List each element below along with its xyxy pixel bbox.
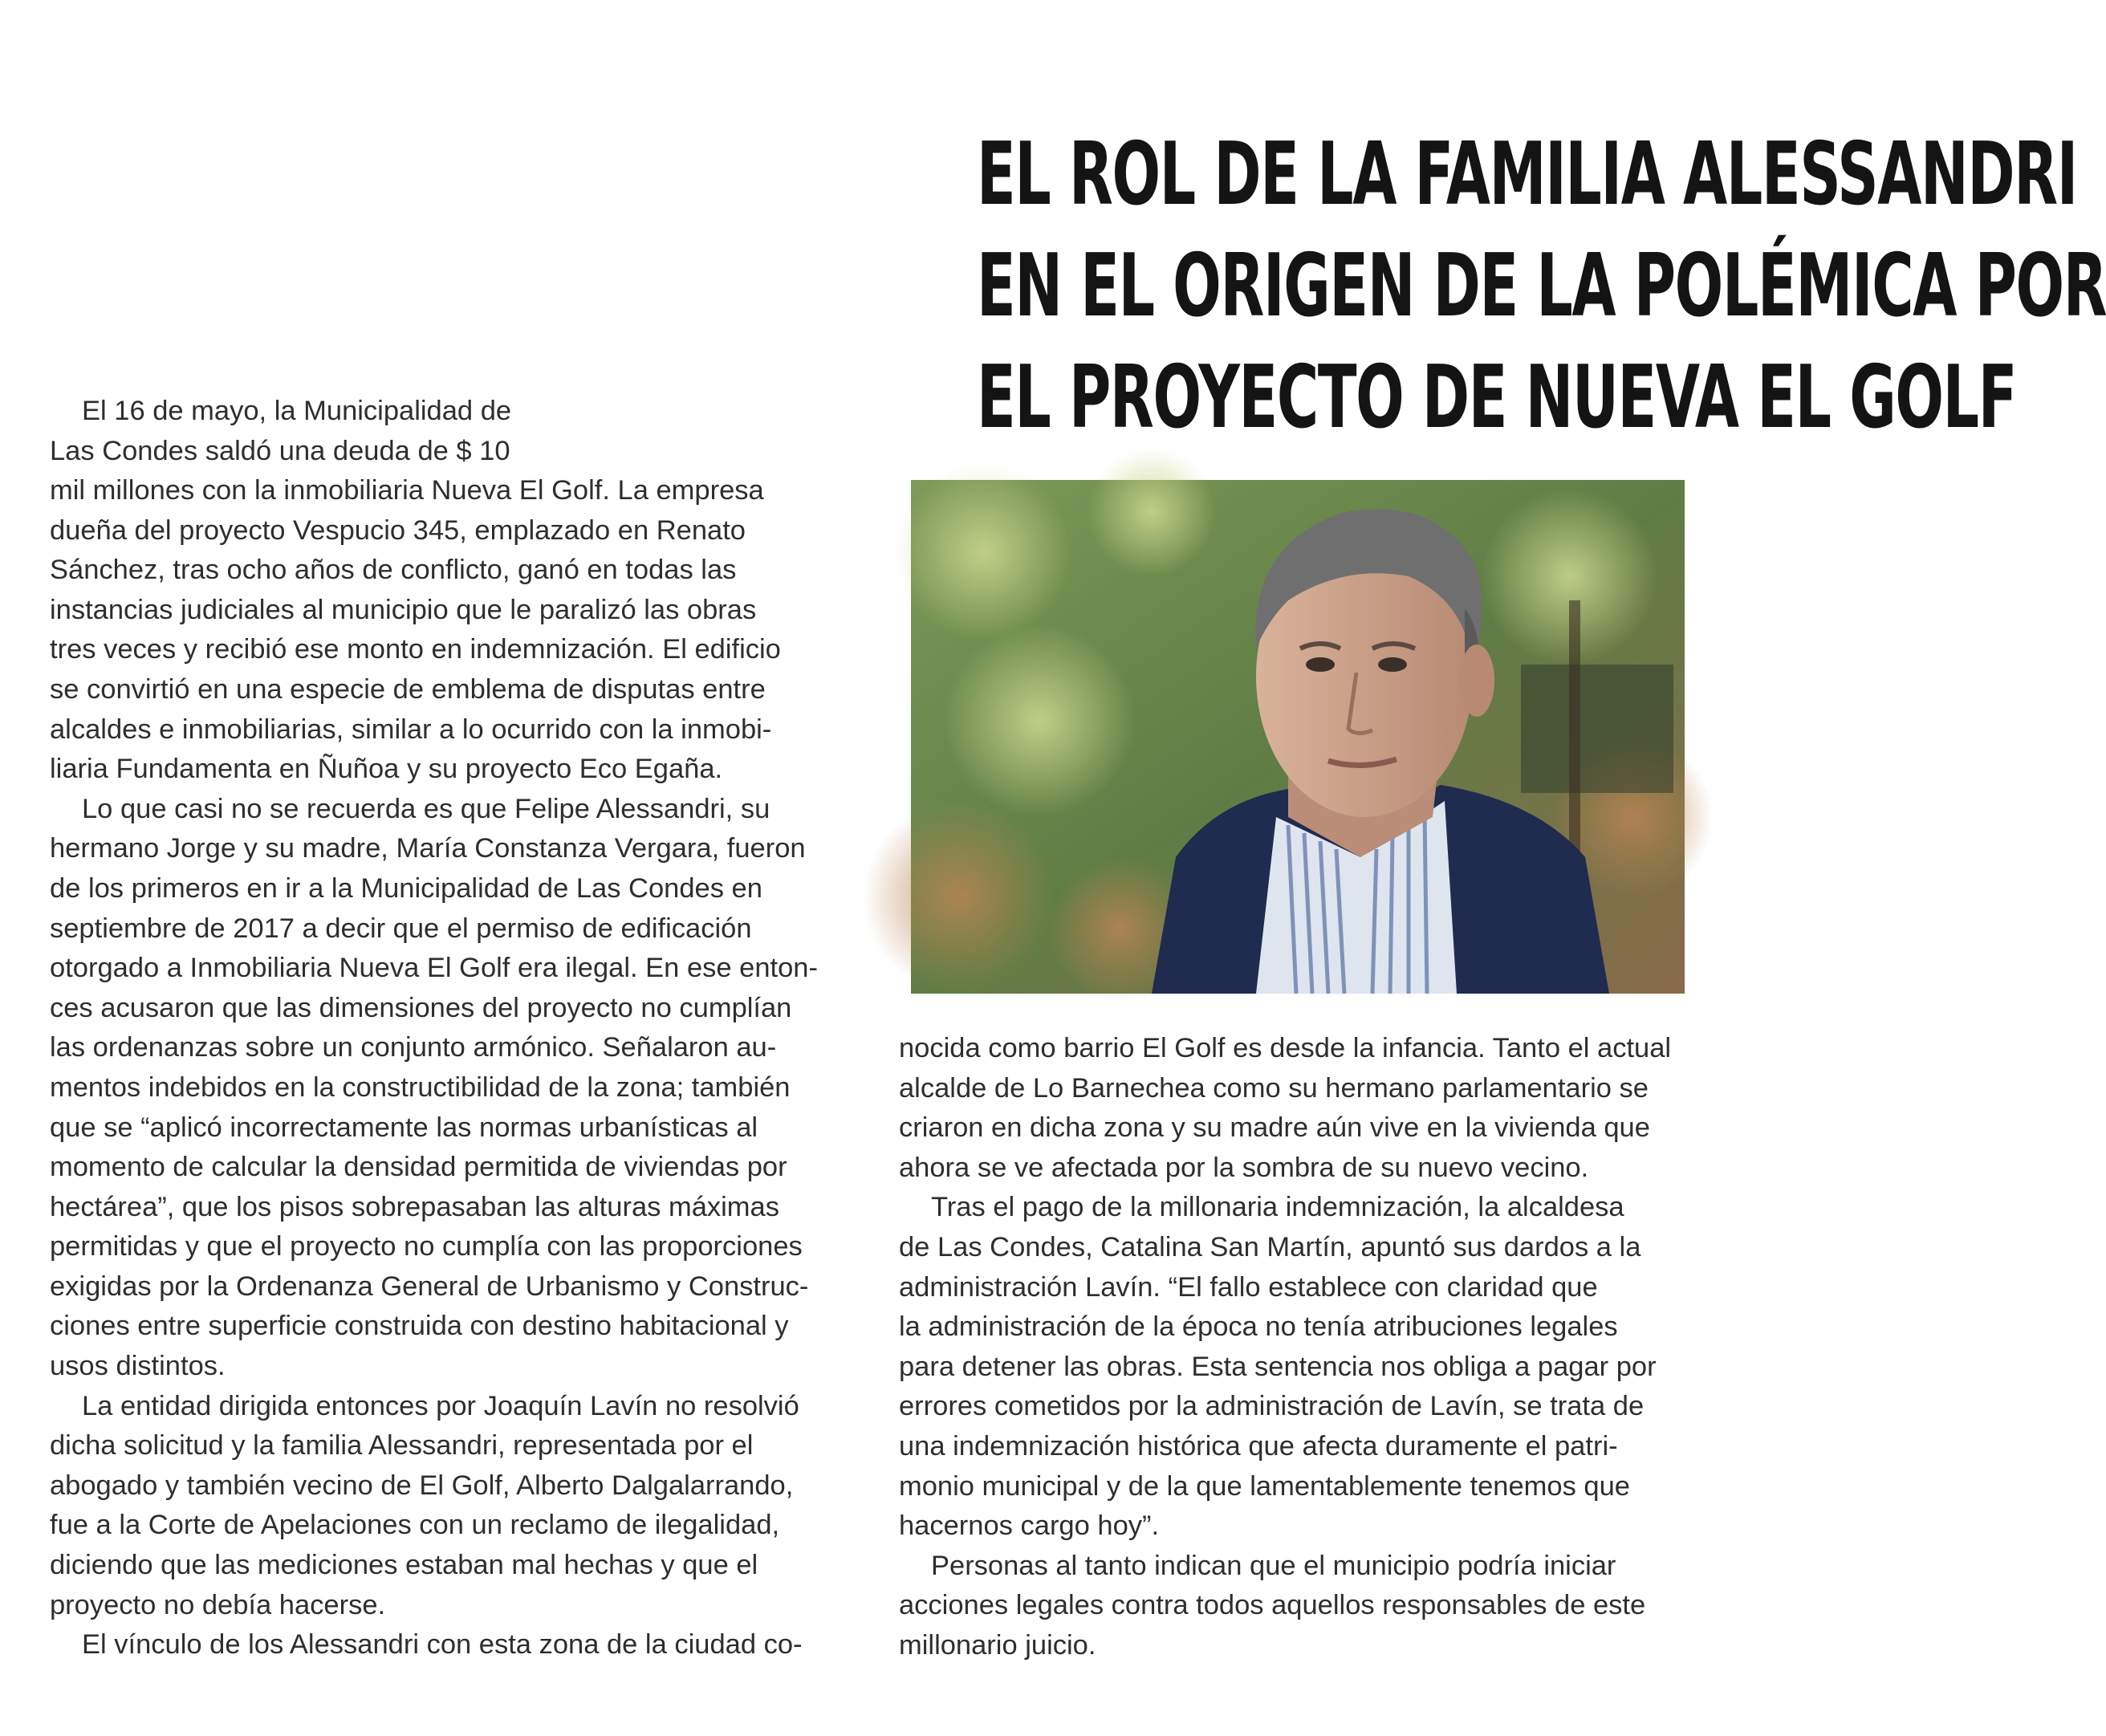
text-line: La entidad dirigida entonces por Joaquín Lavín no resolvió bbox=[82, 1390, 799, 1421]
portrait-image bbox=[911, 480, 1685, 994]
text-line: Las Condes saldó una deuda de $ 10 bbox=[50, 435, 510, 466]
text-line: abogado y también vecino de El Golf, Alberto Dalgalarrando, bbox=[50, 1470, 794, 1501]
text-line: las ordenanzas sobre un conjunto armónico. Señalaron au- bbox=[50, 1032, 777, 1063]
article-intro-lines bbox=[50, 392, 555, 471]
text-line: una indemnización histórica que afecta duramente el patri- bbox=[899, 1430, 1618, 1462]
text-line: proyecto no debía hacerse. bbox=[50, 1589, 386, 1620]
headline-line-1: EL ROL DE LA FAMILIA ALESSANDRI bbox=[977, 124, 2078, 225]
text-line: El 16 de mayo, la Municipalidad de bbox=[82, 396, 512, 426]
text-line: ces acusaron que las dimensiones del proyecto no cumplían bbox=[50, 992, 792, 1023]
text-line: nocida como barrio El Golf es desde la infancia. Tanto el actual bbox=[899, 1033, 1672, 1063]
text-line: tres veces y recibió ese monto en indemnización. El edificio bbox=[50, 634, 781, 665]
text-line: de los primeros en ir a la Municipalidad de Las Condes en bbox=[50, 872, 762, 904]
text-line: momento de calcular la densidad permitida de viviendas por bbox=[50, 1152, 787, 1183]
text-line: ciones entre superficie construida con destino habitacional y bbox=[50, 1311, 789, 1342]
text-line: instancias judiciales al municipio que le paralizó las obras bbox=[50, 594, 757, 625]
text-line: millonario juicio. bbox=[899, 1629, 1096, 1661]
headline-line-2: EN EL ORIGEN DE LA POLÉMICA POR bbox=[977, 236, 2106, 336]
text-line: alcalde de Lo Barnechea como su hermano parlamentario se bbox=[899, 1072, 1649, 1104]
text-line: mentos indebidos en la constructibilidad de la zona; también bbox=[50, 1071, 791, 1103]
text-line: Tras el pago de la millonaria indemnización, la alcaldesa bbox=[931, 1192, 1624, 1223]
text-line: dicha solicitud y la familia Alessandri, representada por el bbox=[50, 1430, 754, 1462]
portrait-photo bbox=[911, 480, 1685, 994]
text-line: acciones legales contra todos aquellos responsables de este bbox=[899, 1590, 1646, 1621]
text-line: Personas al tanto indican que el municipio podría iniciar bbox=[931, 1550, 1616, 1581]
text-line: errores cometidos por la administración de Lavín, se trata de bbox=[899, 1391, 1645, 1422]
text-line: exigidas por la Ordenanza General de Urbanismo y Construc- bbox=[50, 1270, 809, 1302]
text-line: diciendo que las mediciones estaban mal hechas y que el bbox=[50, 1550, 758, 1581]
text-line: permitidas y que el proyecto no cumplía con las proporciones bbox=[50, 1231, 803, 1262]
text-line: liaria Fundamenta en Ñuñoa y su proyecto Eco Egaña. bbox=[50, 754, 723, 785]
text-line: que se “aplicó incorrectamente las normas urbanísticas al bbox=[50, 1112, 758, 1143]
text-line: fue a la Corte de Apelaciones con un reclamo de ilegalidad, bbox=[50, 1510, 780, 1541]
headline bbox=[595, 119, 2106, 453]
text-line: hectárea”, que los pisos sobrepasaban las alturas máximas bbox=[50, 1191, 779, 1222]
text-line: administración Lavín. “El fallo establece con claridad que bbox=[899, 1271, 1598, 1303]
text-line: monio municipal y de la que lamentablemente tenemos que bbox=[899, 1470, 1630, 1502]
text-line: para detener las obras. Esta sentencia nos obliga a pagar por bbox=[899, 1351, 1657, 1382]
text-line: usos distintos. bbox=[50, 1351, 226, 1382]
text-line: hacernos cargo hoy”. bbox=[899, 1510, 1160, 1542]
text-line: Sánchez, tras ocho años de conflicto, ganó en todas las bbox=[50, 555, 737, 586]
text-line: criaron en dicha zona y su madre aún vive en la vivienda que bbox=[899, 1112, 1650, 1144]
text-line: dueña del proyecto Vespucio 345, emplazado en Renato bbox=[50, 514, 746, 546]
text-line: la administración de la época no tenía atribuciones legales bbox=[899, 1311, 1618, 1343]
text-line: alcaldes e inmobiliarias, similar a lo ocurrido con la inmobi- bbox=[50, 714, 772, 745]
article-right-column bbox=[899, 1029, 1718, 1666]
headline-line-3: EL PROYECTO DE NUEVA EL GOLF bbox=[977, 348, 2017, 448]
text-line: El vínculo de los Alessandri con esta zona de la ciudad co- bbox=[82, 1629, 803, 1661]
text-line: mil millones con la inmobiliaria Nueva El Golf. La empresa bbox=[50, 475, 764, 506]
text-line: hermano Jorge y su madre, María Constanza Vergara, fueron bbox=[50, 833, 806, 864]
text-line: septiembre de 2017 a decir que el permiso de edificación bbox=[50, 913, 752, 944]
article-left-column bbox=[50, 471, 876, 1665]
text-line: de Las Condes, Catalina San Martín, apuntó sus dardos a la bbox=[899, 1231, 1641, 1262]
text-line: se convirtió en una especie de emblema de disputas entre bbox=[50, 673, 766, 705]
text-line: Lo que casi no se recuerda es que Felipe Alessandri, su bbox=[82, 793, 770, 824]
text-line: ahora se ve afectada por la sombra de su nuevo vecino. bbox=[899, 1152, 1589, 1183]
text-line: otorgado a Inmobiliaria Nueva El Golf era ilegal. En ese enton- bbox=[50, 953, 818, 984]
